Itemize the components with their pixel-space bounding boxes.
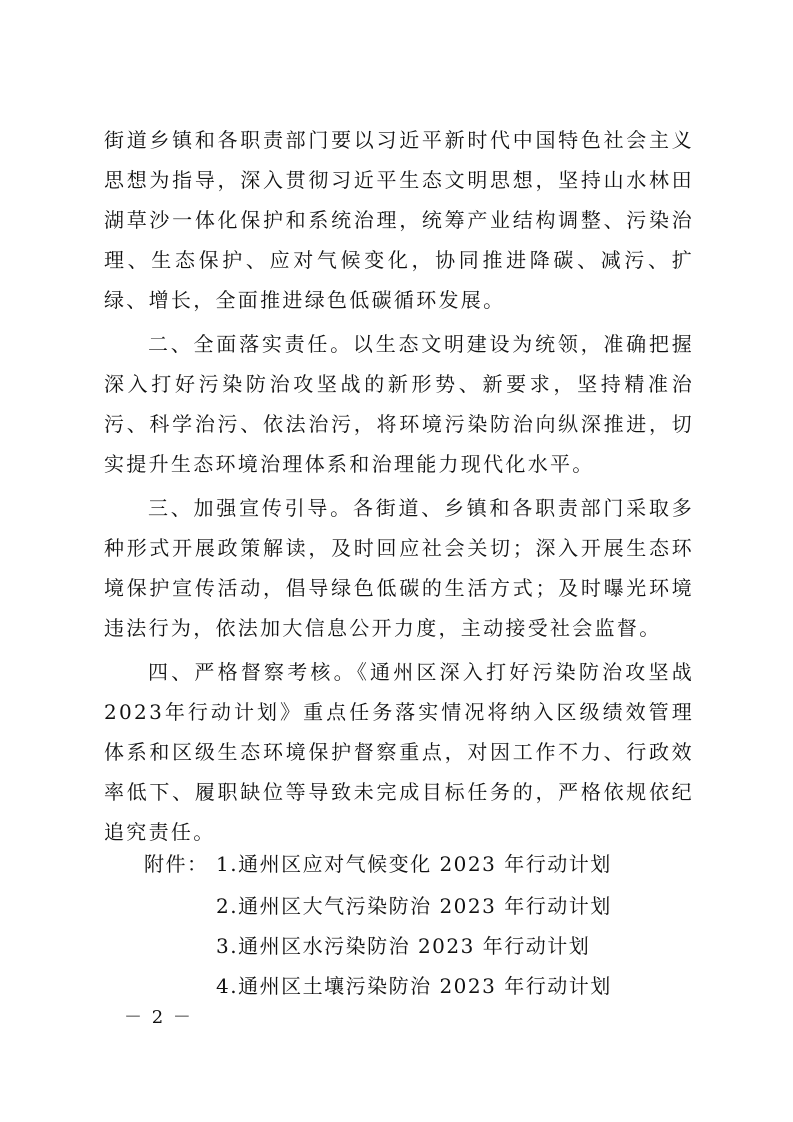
attachment-item: 3.通州区水污染防治 2023 年行动计划	[216, 934, 591, 958]
paragraph-publicity: 三、加强宣传引导。各街道、乡镇和各职责部门采取多种形式开展政策解读，及时回应社会关切；深入开展生态环境保护宣传活动，倡导绿色低碳的生活方式；及时曝光环境违法行为，依法加大信息公开力度，主动接受社会监督。	[104, 496, 694, 640]
attachment-item: 4.通州区土壤污染防治 2023 年行动计划	[216, 974, 612, 998]
attachment-item: 2.通州区大气污染防治 2023 年行动计划	[216, 894, 612, 918]
paragraph-continuation: 街道乡镇和各职责部门要以习近平新时代中国特色社会主义思想为指导，深入贯彻习近平生态文明思想，坚持山水林田湖草沙一体化保护和系统治理，统筹产业结构调整、污染治理、生态保护、应对气候变化，协同推进降碳、减污、扩绿、增长，全面推进绿色低碳循环发展。	[104, 128, 694, 312]
page-number: － 2 －	[124, 1007, 193, 1028]
paragraph-inspection: 四、严格督察考核。《通州区深入打好污染防治攻坚战2023年行动计划》重点任务落实情况将纳入区级绩效管理体系和区级生态环境保护督察重点，对因工作不力、行政效率低下、履职缺位等导致未完成目标任务的，严格依规依纪追究责任。	[104, 660, 694, 844]
attachments-label: 附件：	[144, 852, 209, 876]
attachment-item: 1.通州区应对气候变化 2023 年行动计划	[216, 852, 612, 876]
paragraph-responsibility: 二、全面落实责任。以生态文明建设为统领，准确把握深入打好污染防治攻坚战的新形势、新要求，坚持精准治污、科学治污、依法治污，将环境污染防治向纵深推进，切实提升生态环境治理体系和治理能力现代化水平。	[104, 332, 694, 476]
